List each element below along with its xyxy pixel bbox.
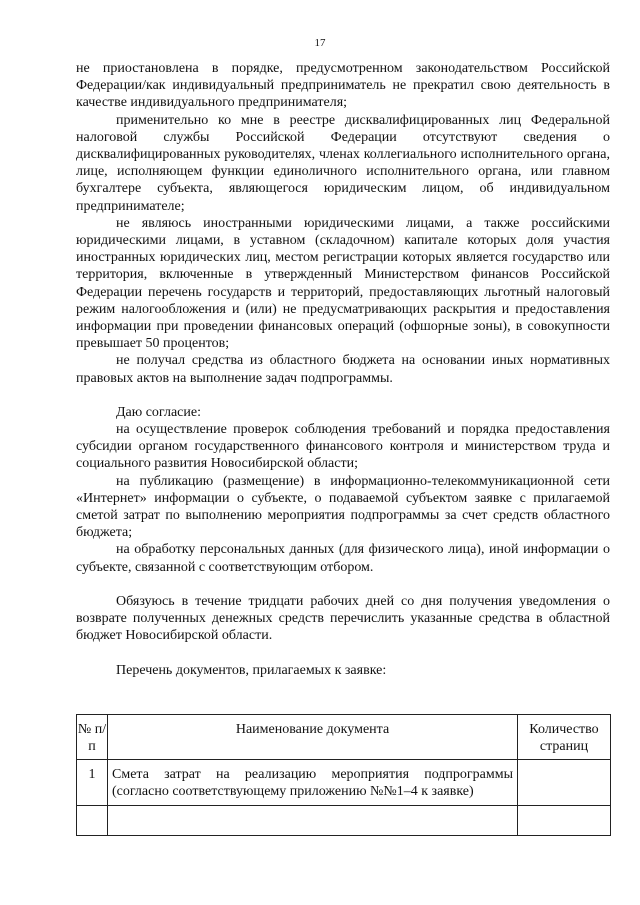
row-number [77, 806, 108, 836]
paragraph-foreign-entities: не являюсь иностранными юридическими лицами, а также российскими юридическими лицами, в уставном (складочном) капитале которых доля участия иностранных юридических лиц, местом регистрации которых является государство или территория, включенные в утвержденный Министерством финансов Российской Федерации перечень государств и территорий, предоставляющих льготный налоговый режим налогообложения и (или) не предусматривающих раскрытия и предоставления информации при проведении финансовых операций (офшорные зоны), в совокупности превышает 50 процентов; [76, 215, 610, 352]
consent-publication: на публикацию (размещение) в информационно-телекоммуникационной сети «Интернет» информации о субъекте, о подаваемой субъектом заявке с прилагаемой сметой затрат по выполнению мероприятия подпрограммы за счет средств областного бюджета; [76, 473, 610, 541]
consent-heading: Даю согласие: [116, 404, 201, 420]
table-row [77, 760, 611, 806]
header-page-count: Количество страниц [518, 715, 611, 760]
paragraph-refund-obligation: Обязуюсь в течение тридцати рабочих дней со дня получения уведомления о возврате полученных денежных средств перечислить указанные средства в областной бюджет Новосибирской области. [76, 593, 610, 644]
row-document-name [108, 806, 518, 836]
table-header-row [77, 715, 611, 760]
spacer [76, 576, 610, 593]
document-body [76, 60, 610, 679]
consent-inspections: на осуществление проверок соблюдения требований и порядка предоставления субсидии органом государственного финансового контроля и министерством труда и социального развития Новосибирской области; [76, 422, 610, 472]
spacer [76, 387, 610, 404]
row-page-count [518, 806, 611, 836]
paragraph-no-budget-funds: не получал средства из областного бюджета на основании иных нормативных правовых актов на выполнение задач подпрограммы. [76, 353, 610, 386]
header-document-name: Наименование документа [108, 715, 518, 760]
paragraph-status: не приостановлена в порядке, предусмотренном законодательством Российской Федерации/как индивидуальный предприниматель не прекратил свою деятельность в качестве индивидуального предпринимателя; [76, 61, 610, 111]
documents-table [76, 714, 611, 836]
row-document-name: Смета затрат на реализацию мероприятия подпрограммы (согласно соответствующему приложению №№1–4 к заявке) [108, 760, 518, 806]
documents-list-heading: Перечень документов, прилагаемых к заявке: [116, 662, 387, 678]
consent-personal-data: на обработку персональных данных (для физического лица), иной информации о субъекте, связанной с соответствующим отбором. [76, 542, 610, 575]
row-page-count [518, 760, 611, 806]
spacer [76, 645, 610, 662]
page-number: 17 [314, 37, 326, 49]
header-number: № п/п [77, 715, 108, 760]
paragraph-disqualified-registry: применительно ко мне в реестре дисквалифицированных лиц Федеральной налоговой службы Российской Федерации отсутствуют сведения о дисквалифицированных руководителях, членах коллегиального исполнительного органа, лице, исполняющем функции единоличного исполнительного органа, или главном бухгалтере субъекта, являющегося юридическим лицом, об индивидуальном предпринимателе; [76, 112, 610, 214]
row-number: 1 [77, 760, 108, 806]
table-row [77, 806, 611, 836]
